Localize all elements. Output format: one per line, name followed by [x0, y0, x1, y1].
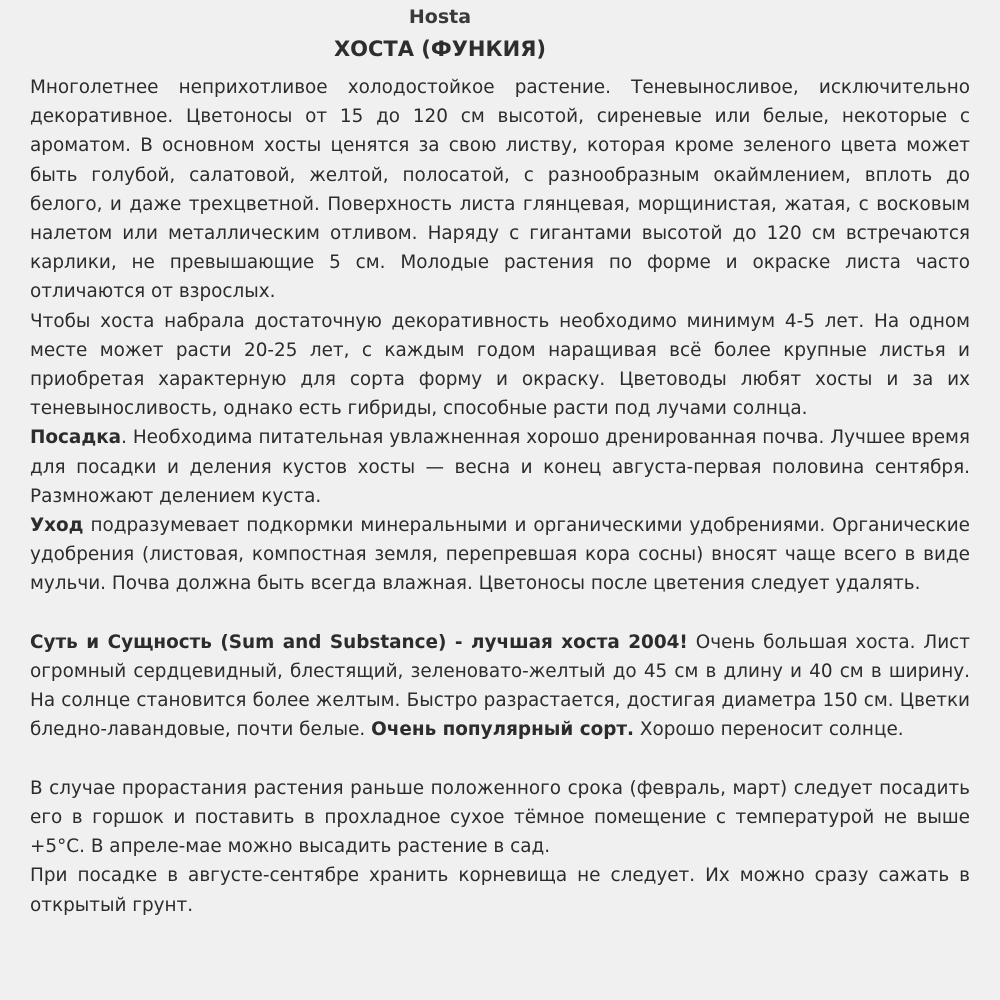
variety-text: Очень большая хоста. Лист огромный сердцевидный, блестящий, зеленовато-желтый до 45 см в длину и 40 см в ширину. На солнце становится более желтым. Быстро разрастается, достигая диаметра 150 см. Цветки бледно-лавандовые, почти белые. — [30, 631, 970, 741]
spacer — [30, 745, 970, 774]
paragraph-care — [30, 511, 970, 599]
planting-heading: Посадка — [30, 427, 122, 449]
paragraph-growth: Чтобы хоста набрала достаточную декоративность необходимо минимум 4-5 лет. На одном месте может расти 20-25 лет, с каждым годом наращивая всё более крупные листья и приобретая характерную для сорта форму и окраску. Цветоводы любят хосты и за их теневыносливость, однако есть гибриды, способные расти под лучами солнца. — [30, 310, 970, 420]
spacer — [30, 599, 970, 628]
variety-text-end: Хорошо переносит солнце. — [634, 719, 904, 741]
paragraph-early-sprouting: В случае прорастания растения раньше положенного срока (февраль, март) следует посадить его в горшок и поставить в прохладное сухое тёмное помещение с температурой не выше +5°С. В апреле-мае можно высадить растение в сад. — [30, 777, 970, 858]
care-heading: Уход — [30, 515, 84, 537]
paragraph-description: Многолетнее неприхотливое холодостойкое растение. Теневыносливое, исключительно декоративное. Цветоносы от 15 до 120 см высотой, сиреневые или белые, некоторые с ароматом. В основном хосты ценятся за свою листву, которая кроме зеленого цвета может быть голубой, салатовой, желтой, полосатой, с разнообразным окаймлением, вплоть до белого, и даже трехцветной. Поверхность листа глянцевая, морщинистая, жатая, с восковым налетом или металлическим отливом. Наряду с гигантами высотой до 120 см встречаются карлики, не превышающие 5 см. Молодые растения по форме и окраске листа часто отличаются от взрослых. — [30, 77, 970, 303]
title-russian: ХОСТА (ФУНКИЯ) — [333, 37, 547, 61]
paragraph-planting — [30, 423, 970, 511]
planting-text: . Необходима питательная увлажненная хорошо дренированная почва. Лучшее время для посадки и деления кустов хосты — весна и конец августа-первая половина сентября. Размножают делением куста. — [30, 427, 970, 507]
paragraph-variety — [30, 628, 970, 745]
title-latin: Hosta — [408, 6, 472, 28]
paragraph-autumn-planting: При посадке в августе-сентябре хранить корневища не следует. Их можно сразу сажать в открытый грунт. — [30, 865, 970, 916]
care-text: подразумевает подкормки минеральными и органическими удобрениями. Органические удобрения (листовая, компостная земля, перепревшая кора сосны) вносят чаще всего в виде мульчи. Почва должна быть всегда влажная. Цветоносы после цветения следует удалять. — [30, 515, 970, 595]
document-body — [30, 73, 970, 920]
variety-highlight: Очень популярный сорт. — [371, 719, 635, 741]
variety-heading: Суть и Сущность (Sum and Substance) - лучшая хоста 2004! — [30, 631, 688, 653]
